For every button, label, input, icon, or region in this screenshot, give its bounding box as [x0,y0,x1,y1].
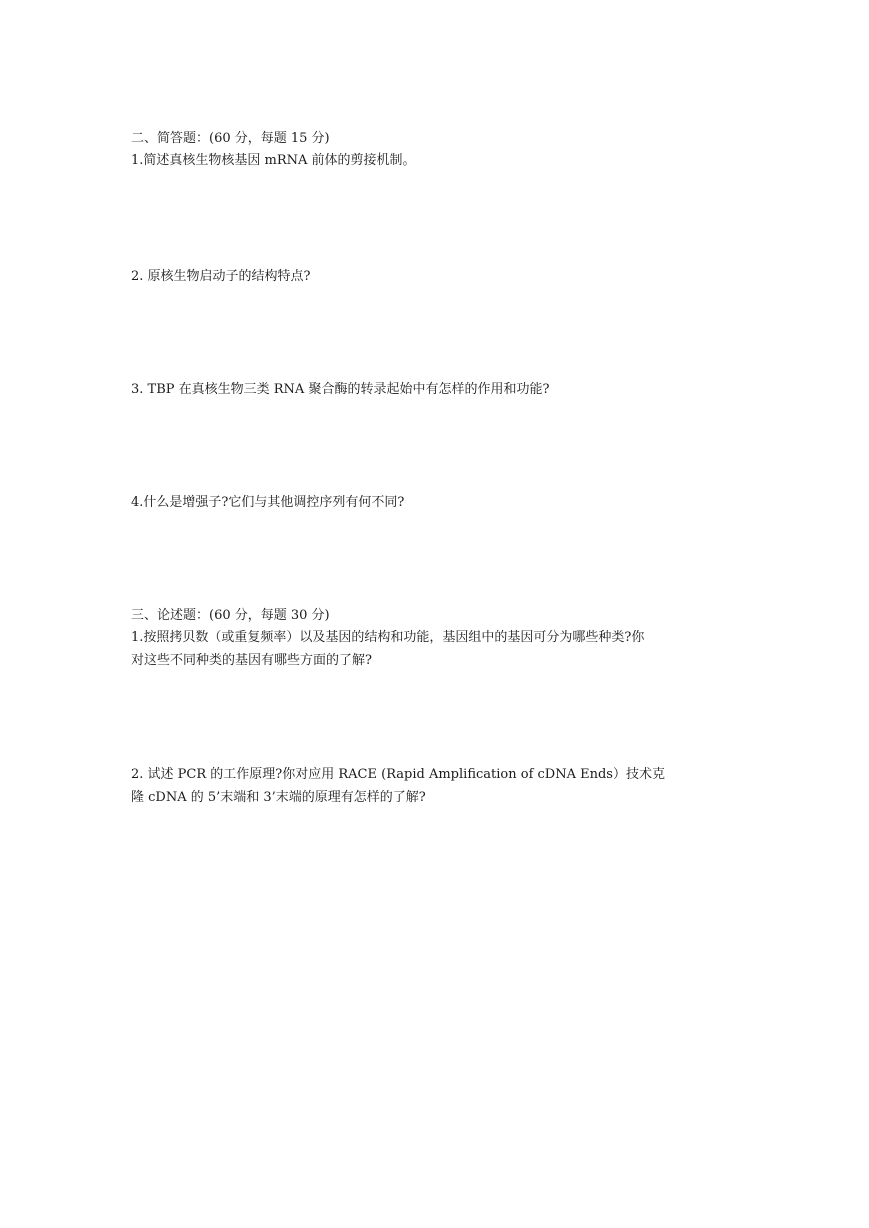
question-text: 4.什么是增强子?它们与其他调控序列有何不同? [131,495,405,510]
question-text-continued: 隆 cDNA 的 5’末端和 3’末端的原理有怎样的了解? [131,790,426,805]
question-text: 3. TBP 在真核生物三类 RNA 聚合酶的转录起始中有怎样的作用和功能? [131,382,550,397]
question-text: 1.按照拷贝数（或重复频率）以及基因的结构和功能，基因组中的基因可分为哪些种类?你 [131,630,645,645]
question-text: 2. 原核生物启动子的结构特点? [131,269,311,284]
question-text: 1.简述真核生物核基因 mRNA 前体的剪接机制。 [131,153,416,168]
question-text-continued: 对这些不同种类的基因有哪些方面的了解? [131,653,372,668]
section-heading-essay: 三、论述题：(60 分，每题 30 分) [131,608,330,623]
question-text: 2. 试述 PCR 的工作原理?你对应用 RACE (Rapid Amplification of cDNA Ends）技术克 [131,767,665,782]
section-heading-short-answer: 二、简答题：(60 分，每题 15 分) [131,131,330,146]
